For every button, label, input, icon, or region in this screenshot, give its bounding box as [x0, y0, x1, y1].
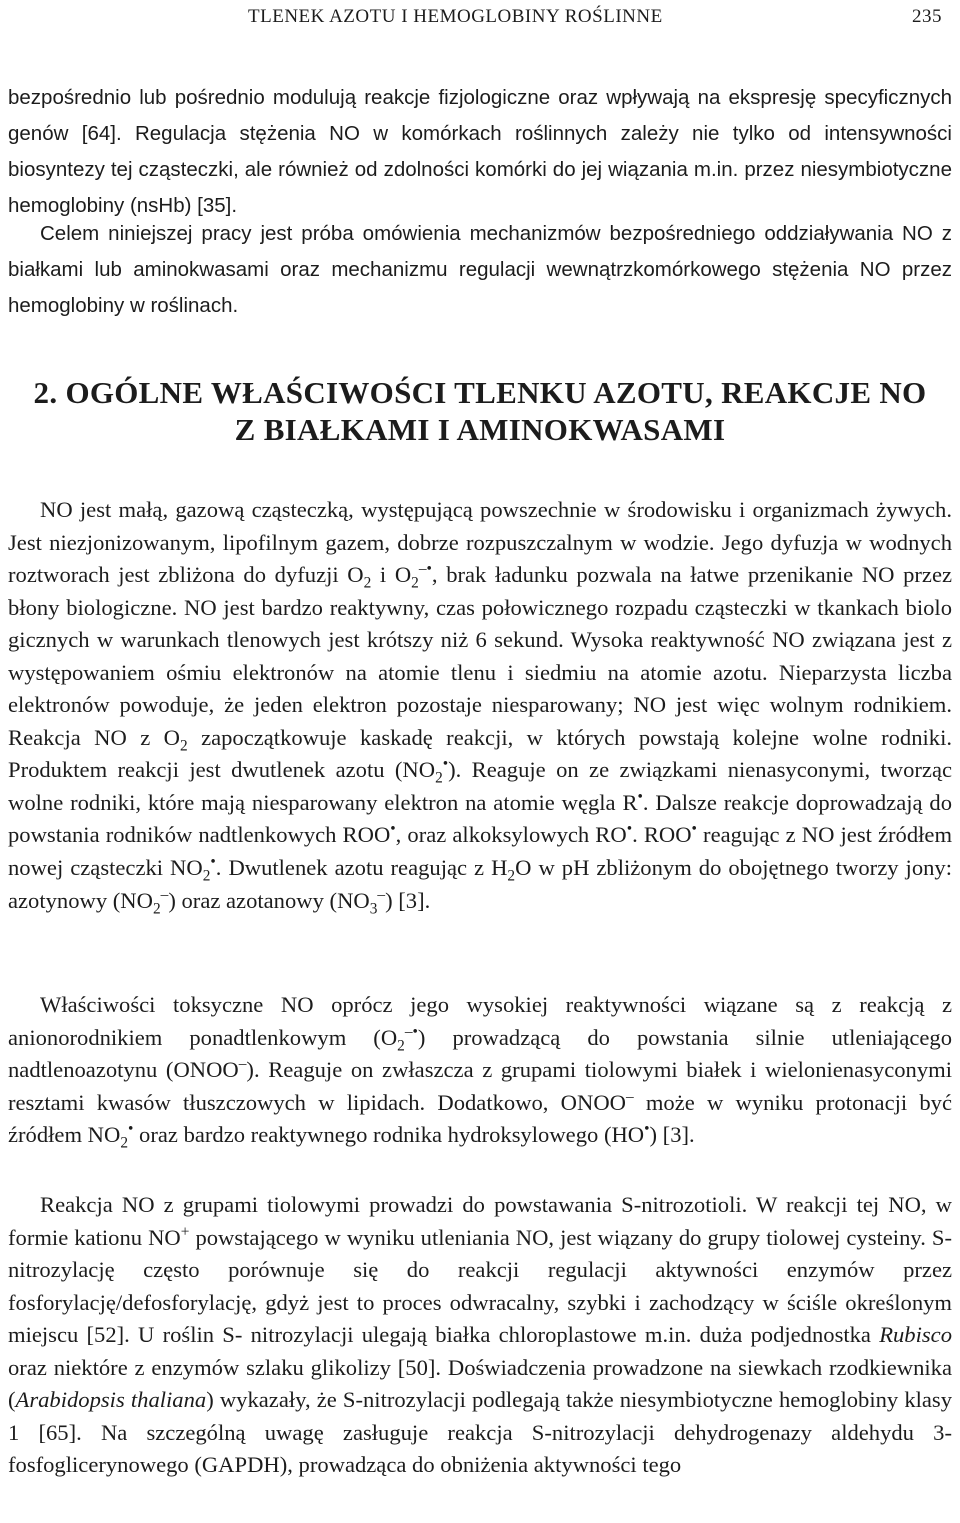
text-run: ) [3]. [649, 1122, 695, 1148]
subscript: 2 [435, 769, 443, 787]
body-paragraph-2 [8, 989, 952, 1152]
text-run: oraz niektóre z enzymów szlaku glikolizy [50]. Doświadczenia prowadzone na siewkach rzodkiewnika ( [8, 1354, 952, 1413]
superscript: • [390, 820, 396, 838]
section-heading [0, 374, 960, 448]
subscript: 2 [202, 867, 211, 885]
text-run: , brak ładunku pozwala na łatwe przenikanie NO przez błony biologiczne. NO jest bardzo reaktywny, czas połowicznego rozpadu cząsteczki w tkankach biolo gicznych w warunkach tlenowych jest krótszy niż 6 sekund. Wysoka reaktywność NO związana jest z występowaniem ośmiu elektronów na atomie tlenu i siedmiu na atomie azotu. Nieparzysta liczba elektronów powoduje, że jeden elektron pozostaje niesparowany; NO jest więc wolnym rodnikiem. Reakcja NO z O [8, 562, 953, 750]
body-paragraph-1 [8, 494, 952, 917]
superscript: • [442, 755, 449, 773]
superscript: –• [404, 1023, 418, 1041]
text-run: i O [371, 562, 412, 588]
subscript: 2 [179, 737, 188, 755]
body-paragraph-3 [8, 1189, 952, 1482]
superscript: • [644, 1120, 650, 1138]
subscript: 2 [411, 574, 419, 592]
superscript: • [128, 1120, 134, 1138]
intro-paragraph-1: bezpośrednio lub pośrednio modulują reakcje fizjologiczne oraz wpływają na ekspresję specyficznych genów [64]. Regulacja stężenia NO w komórkach roślinnych zależy nie tylko od intensywności biosyntezy tej cząsteczki, ale również od zdolności komórki do jej wiązania m.in. przez niesymbiotyczne hemoglobiny (nsHb) [35]. [8, 86, 952, 217]
section-heading-line-1: 2. OGÓLNE WŁAŚCIWOŚCI TLENKU AZOTU, REAKCJE NO [33, 375, 927, 410]
text-run: ) prowadzącą do powstania silnie utleniającego nadtlenoazotynu (ONOO [8, 1024, 953, 1083]
superscript: • [691, 820, 697, 838]
text-run: ) [3]. [385, 887, 431, 913]
subscript: 2 [363, 574, 372, 592]
subscript: 3 [369, 900, 378, 918]
text-run: powstającego w wyniku utleniania NO, jest wiązany do grupy tiolowej cysteiny. S-nitrozylację często porównuje się do reakcji regulacji aktywności enzymów przez fosforylację/defosforylację, gdyż jest to proces odwracalny, szybki i zachodzący w ściśle określonym miejscu [52]. U roślin S- nitrozylacji ulegają białka chloroplastowe m.in. duża podjednostka [8, 1224, 952, 1348]
superscript: – [377, 886, 386, 904]
running-title: TLENEK AZOTU I HEMOGLOBINY ROŚLINNE [248, 6, 663, 27]
superscript: • [626, 820, 633, 838]
text-run: ). Reaguje on ze związkami nienasyconymi, tworząc wolne rodniki, które mają niesparowany elektron na atomie węgla R [8, 757, 953, 815]
text-run: reagując z NO jest źródłem nowej cząsteczki NO [8, 822, 953, 881]
subscript: 2 [152, 900, 161, 918]
text-run: może w wyniku protonacji być źródłem NO [8, 1089, 952, 1148]
page-number: 235 [912, 6, 942, 27]
text-run: . Dwutlenek azotu reagując z H [215, 855, 508, 881]
text-run: . Dalsze reakcje doprowadzają do powstania rodników nadtlenkowych ROO [8, 789, 952, 848]
subscript: 2 [507, 867, 516, 885]
subscript: 2 [120, 1134, 128, 1152]
superscript: – [625, 1088, 634, 1106]
text-run: O w pH zbliżonym do obojętnego tworzy jony: azotynowy (NO [8, 855, 952, 913]
superscript: – [160, 886, 169, 904]
text-run: . ROO [632, 822, 692, 848]
superscript: • [637, 788, 643, 806]
text-run: , oraz alkoksylowych RO [395, 822, 627, 848]
subscript: 2 [397, 1037, 405, 1055]
text-run: Właściwości toksyczne NO oprócz jego wysokiej reaktywności wiązane są z reakcją z anionorodnikiem ponadtlenkowym (O [8, 992, 952, 1050]
text-run: ) wykazały, że S-nitrozylacji podlegają także niesymbiotyczne hemoglobiny klasy 1 [65]. Na szczególną uwagę zasługuje reakcja S-nitrozylacji dehydrogenazy aldehydu 3-fosfoglicerynowego (GAPDH), prowadząca do obniżenia aktywności tego [8, 1387, 953, 1478]
superscript: • [210, 853, 216, 871]
superscript: + [180, 1223, 190, 1241]
text-run: ). Reaguje on zwłaszcza z grupami tiolowymi białek i wielonienasyconymi resztami kwasów tłuszczowych w lipidach. Dodatkowo, ONOO [8, 1057, 952, 1115]
section-heading-line-2: Z BIAŁKAMI I AMINOKWASAMI [234, 412, 726, 447]
text-run: ) oraz azotanowy (NO [168, 887, 370, 913]
text-run: oraz bardzo reaktywnego rodnika hydroksylowego (HO [133, 1122, 645, 1148]
text-run: zapoczątkowuje kaskadę reakcji, w których powstają kolejne wolne rodniki. Produktem reakcji jest dwutlenek azotu (NO [8, 724, 953, 783]
intro-paragraph-2: Celem niniejszej pracy jest próba omówienia mechanizmów bezpośredniego oddziaływania NO z białkami lub aminokwasami oraz mechanizmu regulacji wewnątrzkomórkowego stężenia NO przez hemoglobiny w roślinach. [8, 222, 952, 317]
text-run: Reakcja NO z grupami tiolowymi prowadzi do powstawania S-nitrozotioli. W reakcji tej NO, w formie kationu NO [8, 1192, 952, 1250]
superscript: –• [418, 560, 432, 578]
italic-term-rubisco: Rubisco [879, 1322, 952, 1348]
text-run: NO jest małą, gazową cząsteczką, występującą powszechnie w środowisku i organizmach żywych. Jest niezjonizowanym, lipofilnym gazem, dobrze rozpuszczalnym w wodzie. Jego dyfuzja w wodnych roztworach jest zbliżona do dyfuzji O [8, 497, 952, 588]
italic-species-name: Arabidopsis thaliana [15, 1387, 207, 1413]
superscript: – [238, 1055, 247, 1073]
